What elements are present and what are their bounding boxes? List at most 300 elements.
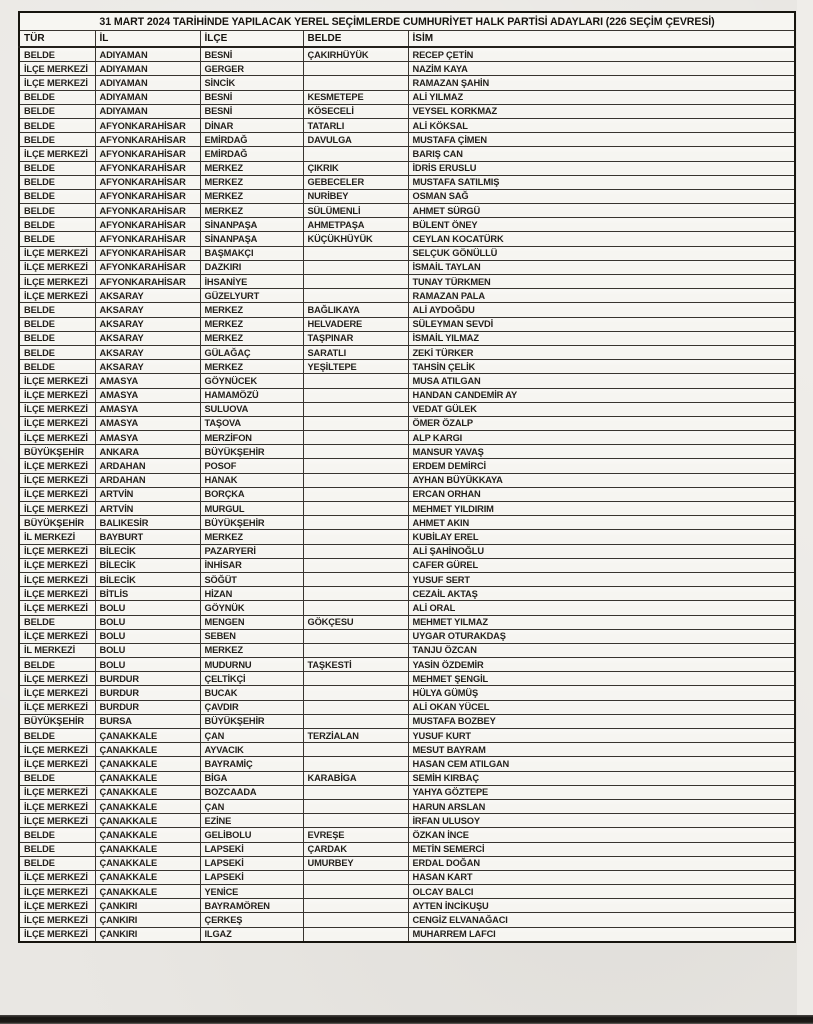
cell-ilce: GÖYNÜK	[200, 601, 303, 615]
cell-isim: ÖZKAN İNCE	[408, 828, 795, 842]
cell-il: AKSARAY	[95, 303, 200, 317]
cell-isim: AYHAN BÜYÜKKAYA	[408, 473, 795, 487]
cell-belde	[303, 870, 408, 884]
cell-il: BURDUR	[95, 672, 200, 686]
table-row	[19, 572, 795, 586]
table-row	[19, 473, 795, 487]
cell-ilce: HAMAMÖZÜ	[200, 388, 303, 402]
candidates-table	[18, 11, 796, 943]
table-row	[19, 544, 795, 558]
scan-bottom-band	[0, 1015, 813, 1024]
table-row	[19, 700, 795, 714]
cell-belde	[303, 927, 408, 942]
cell-tur: İLÇE MERKEZİ	[19, 757, 95, 771]
cell-ilce: ÇAN	[200, 729, 303, 743]
cell-belde	[303, 558, 408, 572]
cell-tur: BELDE	[19, 118, 95, 132]
cell-il: AFYONKARAHİSAR	[95, 175, 200, 189]
table-row	[19, 502, 795, 516]
cell-tur: İLÇE MERKEZİ	[19, 885, 95, 899]
table-row	[19, 175, 795, 189]
table-row	[19, 104, 795, 118]
cell-tur: BELDE	[19, 232, 95, 246]
cell-tur: İLÇE MERKEZİ	[19, 502, 95, 516]
table-row	[19, 629, 795, 643]
cell-tur: BELDE	[19, 658, 95, 672]
cell-tur: BELDE	[19, 47, 95, 62]
table-row	[19, 232, 795, 246]
cell-ilce: BUCAK	[200, 686, 303, 700]
cell-tur: İLÇE MERKEZİ	[19, 416, 95, 430]
table-row	[19, 870, 795, 884]
cell-tur: BELDE	[19, 161, 95, 175]
cell-il: ÇANAKKALE	[95, 757, 200, 771]
cell-belde	[303, 686, 408, 700]
cell-isim: ALİ ORAL	[408, 601, 795, 615]
cell-belde	[303, 643, 408, 657]
cell-isim: ÖMER ÖZALP	[408, 416, 795, 430]
table-row	[19, 388, 795, 402]
cell-tur: İLÇE MERKEZİ	[19, 814, 95, 828]
cell-il: ADIYAMAN	[95, 90, 200, 104]
cell-isim: İSMAİL YILMAZ	[408, 331, 795, 345]
cell-il: AFYONKARAHİSAR	[95, 232, 200, 246]
cell-tur: İLÇE MERKEZİ	[19, 62, 95, 76]
cell-il: ÇANAKKALE	[95, 828, 200, 842]
cell-tur: İLÇE MERKEZİ	[19, 686, 95, 700]
cell-tur: İLÇE MERKEZİ	[19, 558, 95, 572]
cell-belde: KÖSECELİ	[303, 104, 408, 118]
cell-il: ANKARA	[95, 445, 200, 459]
cell-ilce: YENİCE	[200, 885, 303, 899]
table-row	[19, 814, 795, 828]
cell-tur: BELDE	[19, 104, 95, 118]
cell-belde	[303, 629, 408, 643]
cell-ilce: HİZAN	[200, 587, 303, 601]
cell-isim: METİN SEMERCİ	[408, 842, 795, 856]
table-row	[19, 601, 795, 615]
cell-tur: BELDE	[19, 218, 95, 232]
cell-il: AFYONKARAHİSAR	[95, 260, 200, 274]
cell-belde: GEBECELER	[303, 175, 408, 189]
cell-belde	[303, 814, 408, 828]
cell-il: ARDAHAN	[95, 473, 200, 487]
cell-belde: TAŞKESTİ	[303, 658, 408, 672]
cell-ilce: EZİNE	[200, 814, 303, 828]
cell-ilce: EMİRDAĞ	[200, 147, 303, 161]
cell-tur: İLÇE MERKEZİ	[19, 76, 95, 90]
cell-ilce: BAYRAMÖREN	[200, 899, 303, 913]
cell-belde: KESMETEPE	[303, 90, 408, 104]
cell-isim: AHMET AKIN	[408, 516, 795, 530]
cell-tur: İLÇE MERKEZİ	[19, 629, 95, 643]
cell-isim: MEHMET YILDIRIM	[408, 502, 795, 516]
table-row	[19, 615, 795, 629]
table-row	[19, 76, 795, 90]
cell-tur: İLÇE MERKEZİ	[19, 572, 95, 586]
cell-tur: İLÇE MERKEZİ	[19, 473, 95, 487]
cell-isim: ALİ ŞAHİNOĞLU	[408, 544, 795, 558]
cell-isim: HASAN KART	[408, 870, 795, 884]
cell-isim: AYTEN İNCİKUŞU	[408, 899, 795, 913]
cell-belde	[303, 516, 408, 530]
cell-ilce: SİNANPAŞA	[200, 218, 303, 232]
cell-il: BOLU	[95, 601, 200, 615]
cell-isim: VEYSEL KORKMAZ	[408, 104, 795, 118]
cell-tur: İLÇE MERKEZİ	[19, 743, 95, 757]
cell-ilce: MERKEZ	[200, 530, 303, 544]
cell-ilce: ILGAZ	[200, 927, 303, 942]
page-title: 31 MART 2024 TARİHİNDE YAPILACAK YEREL SEÇİMLERDE CUMHURİYET HALK PARTİSİ ADAYLARI (226 SEÇİM ÇEVRESİ)	[19, 12, 795, 31]
cell-il: BAYBURT	[95, 530, 200, 544]
table-row	[19, 402, 795, 416]
cell-tur: İLÇE MERKEZİ	[19, 459, 95, 473]
cell-ilce: BİGA	[200, 771, 303, 785]
cell-isim: BÜLENT ÖNEY	[408, 218, 795, 232]
table-row	[19, 587, 795, 601]
cell-il: AFYONKARAHİSAR	[95, 147, 200, 161]
cell-tur: BELDE	[19, 90, 95, 104]
cell-ilce: BAŞMAKÇI	[200, 246, 303, 260]
cell-tur: BELDE	[19, 856, 95, 870]
cell-isim: YUSUF KURT	[408, 729, 795, 743]
cell-ilce: BESNİ	[200, 47, 303, 62]
cell-ilce: MERZİFON	[200, 431, 303, 445]
table-row	[19, 147, 795, 161]
cell-il: ADIYAMAN	[95, 76, 200, 90]
cell-isim: VEDAT GÜLEK	[408, 402, 795, 416]
cell-isim: İRFAN ULUSOY	[408, 814, 795, 828]
cell-isim: MESUT BAYRAM	[408, 743, 795, 757]
cell-isim: ALP KARGI	[408, 431, 795, 445]
cell-ilce: ÇELTİKÇİ	[200, 672, 303, 686]
table-row	[19, 431, 795, 445]
cell-tur: BELDE	[19, 771, 95, 785]
cell-il: ÇANAKKALE	[95, 814, 200, 828]
cell-tur: İLÇE MERKEZİ	[19, 544, 95, 558]
cell-isim: SÜLEYMAN SEVDİ	[408, 317, 795, 331]
cell-belde	[303, 445, 408, 459]
cell-ilce: MERKEZ	[200, 175, 303, 189]
cell-il: AFYONKARAHİSAR	[95, 246, 200, 260]
cell-tur: İLÇE MERKEZİ	[19, 402, 95, 416]
cell-belde: HELVADERE	[303, 317, 408, 331]
cell-il: AMASYA	[95, 431, 200, 445]
cell-belde: GÖKÇESU	[303, 615, 408, 629]
cell-il: BİTLİS	[95, 587, 200, 601]
cell-belde	[303, 260, 408, 274]
cell-isim: TANJU ÖZCAN	[408, 643, 795, 657]
cell-ilce: GÜZELYURT	[200, 289, 303, 303]
cell-belde	[303, 402, 408, 416]
cell-tur: İLÇE MERKEZİ	[19, 260, 95, 274]
table-row	[19, 303, 795, 317]
cell-ilce: İNHİSAR	[200, 558, 303, 572]
cell-ilce: MUDURNU	[200, 658, 303, 672]
table-row	[19, 62, 795, 76]
cell-ilce: MENGEN	[200, 615, 303, 629]
cell-belde	[303, 246, 408, 260]
cell-ilce: MERKEZ	[200, 643, 303, 657]
cell-isim: AHMET SÜRGÜ	[408, 204, 795, 218]
cell-il: AFYONKARAHİSAR	[95, 218, 200, 232]
cell-belde	[303, 601, 408, 615]
cell-ilce: LAPSEKİ	[200, 870, 303, 884]
cell-il: AFYONKARAHİSAR	[95, 133, 200, 147]
cell-ilce: POSOF	[200, 459, 303, 473]
cell-tur: İLÇE MERKEZİ	[19, 431, 95, 445]
cell-isim: OSMAN SAĞ	[408, 189, 795, 203]
cell-il: ÇANAKKALE	[95, 870, 200, 884]
cell-ilce: MERKEZ	[200, 303, 303, 317]
cell-isim: ZEKİ TÜRKER	[408, 345, 795, 359]
table-row	[19, 189, 795, 203]
cell-belde: AHMETPAŞA	[303, 218, 408, 232]
column-header-isim: İSİM	[408, 31, 795, 48]
cell-il: ÇANAKKALE	[95, 771, 200, 785]
cell-belde	[303, 289, 408, 303]
cell-belde: NURİBEY	[303, 189, 408, 203]
cell-belde	[303, 502, 408, 516]
cell-tur: İLÇE MERKEZİ	[19, 785, 95, 799]
cell-ilce: BESNİ	[200, 104, 303, 118]
cell-il: ÇANKIRI	[95, 927, 200, 942]
cell-tur: İLÇE MERKEZİ	[19, 147, 95, 161]
cell-il: ÇANAKKALE	[95, 885, 200, 899]
table-row	[19, 658, 795, 672]
table-row	[19, 487, 795, 501]
cell-isim: CENGİZ ELVANAĞACI	[408, 913, 795, 927]
cell-isim: BARIŞ CAN	[408, 147, 795, 161]
table-row	[19, 828, 795, 842]
cell-belde: TAŞPINAR	[303, 331, 408, 345]
cell-tur: İLÇE MERKEZİ	[19, 913, 95, 927]
cell-il: AFYONKARAHİSAR	[95, 275, 200, 289]
table-row	[19, 374, 795, 388]
table-row	[19, 757, 795, 771]
cell-tur: BELDE	[19, 317, 95, 331]
cell-il: ADIYAMAN	[95, 104, 200, 118]
table-row	[19, 927, 795, 942]
cell-tur: BÜYÜKŞEHİR	[19, 445, 95, 459]
cell-belde	[303, 416, 408, 430]
cell-isim: KUBİLAY EREL	[408, 530, 795, 544]
cell-il: ARTVİN	[95, 487, 200, 501]
cell-belde	[303, 785, 408, 799]
cell-belde	[303, 76, 408, 90]
cell-isim: SELÇUK GÖNÜLLÜ	[408, 246, 795, 260]
cell-belde: DAVULGA	[303, 133, 408, 147]
cell-ilce: MERKEZ	[200, 204, 303, 218]
cell-belde	[303, 572, 408, 586]
table-row	[19, 785, 795, 799]
cell-il: BURDUR	[95, 700, 200, 714]
cell-il: AFYONKARAHİSAR	[95, 118, 200, 132]
cell-isim: RECEP ÇETİN	[408, 47, 795, 62]
cell-isim: MUSTAFA BOZBEY	[408, 714, 795, 728]
cell-il: ARTVİN	[95, 502, 200, 516]
cell-tur: İLÇE MERKEZİ	[19, 388, 95, 402]
cell-ilce: ÇAN	[200, 799, 303, 813]
cell-il: ÇANKIRI	[95, 899, 200, 913]
cell-ilce: EMİRDAĞ	[200, 133, 303, 147]
cell-il: ADIYAMAN	[95, 47, 200, 62]
cell-il: AKSARAY	[95, 345, 200, 359]
table-row	[19, 275, 795, 289]
cell-ilce: HANAK	[200, 473, 303, 487]
cell-belde	[303, 587, 408, 601]
cell-belde	[303, 672, 408, 686]
cell-tur: İLÇE MERKEZİ	[19, 289, 95, 303]
table-row	[19, 799, 795, 813]
cell-tur: BELDE	[19, 828, 95, 842]
cell-tur: BELDE	[19, 729, 95, 743]
table-row	[19, 47, 795, 62]
cell-il: ÇANAKKALE	[95, 856, 200, 870]
cell-tur: BELDE	[19, 842, 95, 856]
cell-isim: YAHYA GÖZTEPE	[408, 785, 795, 799]
cell-tur: İLÇE MERKEZİ	[19, 246, 95, 260]
cell-isim: CAFER GÜREL	[408, 558, 795, 572]
cell-isim: NAZİM KAYA	[408, 62, 795, 76]
cell-belde	[303, 62, 408, 76]
cell-ilce: GELİBOLU	[200, 828, 303, 842]
cell-tur: İLÇE MERKEZİ	[19, 487, 95, 501]
cell-ilce: MERKEZ	[200, 161, 303, 175]
cell-tur: BELDE	[19, 303, 95, 317]
cell-il: BOLU	[95, 658, 200, 672]
cell-tur: İLÇE MERKEZİ	[19, 275, 95, 289]
cell-ilce: İHSANİYE	[200, 275, 303, 289]
cell-belde	[303, 714, 408, 728]
column-header-ilce: İLÇE	[200, 31, 303, 48]
cell-isim: YASİN ÖZDEMİR	[408, 658, 795, 672]
cell-ilce: MERKEZ	[200, 360, 303, 374]
cell-tur: BELDE	[19, 204, 95, 218]
cell-tur: İLÇE MERKEZİ	[19, 899, 95, 913]
cell-isim: YUSUF SERT	[408, 572, 795, 586]
cell-belde: YEŞİLTEPE	[303, 360, 408, 374]
cell-isim: ALİ KÖKSAL	[408, 118, 795, 132]
cell-tur: İL MERKEZİ	[19, 643, 95, 657]
cell-isim: MUHARREM LAFCI	[408, 927, 795, 942]
column-header-belde: BELDE	[303, 31, 408, 48]
cell-isim: ALİ OKAN YÜCEL	[408, 700, 795, 714]
cell-belde	[303, 700, 408, 714]
cell-tur: İLÇE MERKEZİ	[19, 799, 95, 813]
header-row	[19, 31, 795, 48]
table-row	[19, 445, 795, 459]
cell-ilce: PAZARYERİ	[200, 544, 303, 558]
cell-ilce: MURGUL	[200, 502, 303, 516]
cell-belde	[303, 799, 408, 813]
cell-ilce: DİNAR	[200, 118, 303, 132]
table-row	[19, 856, 795, 870]
cell-belde	[303, 885, 408, 899]
cell-tur: İLÇE MERKEZİ	[19, 672, 95, 686]
cell-belde	[303, 743, 408, 757]
table-row	[19, 459, 795, 473]
cell-ilce: BOZCAADA	[200, 785, 303, 799]
cell-tur: İL MERKEZİ	[19, 530, 95, 544]
cell-il: BURSA	[95, 714, 200, 728]
table-row	[19, 743, 795, 757]
cell-isim: CEYLAN KOCATÜRK	[408, 232, 795, 246]
cell-ilce: SEBEN	[200, 629, 303, 643]
cell-isim: MUSTAFA ÇİMEN	[408, 133, 795, 147]
cell-isim: UYGAR OTURAKDAŞ	[408, 629, 795, 643]
cell-ilce: GÜLAĞAÇ	[200, 345, 303, 359]
cell-ilce: SULUOVA	[200, 402, 303, 416]
cell-isim: ALİ AYDOĞDU	[408, 303, 795, 317]
cell-belde	[303, 757, 408, 771]
cell-il: ÇANAKKALE	[95, 799, 200, 813]
cell-belde: KÜÇÜKHÜYÜK	[303, 232, 408, 246]
cell-ilce: DAZKIRI	[200, 260, 303, 274]
cell-il: BALIKESİR	[95, 516, 200, 530]
table-row	[19, 643, 795, 657]
table-row	[19, 771, 795, 785]
cell-belde: SARATLI	[303, 345, 408, 359]
table-row	[19, 360, 795, 374]
cell-tur: İLÇE MERKEZİ	[19, 601, 95, 615]
cell-tur: BELDE	[19, 615, 95, 629]
cell-ilce: SİNANPAŞA	[200, 232, 303, 246]
cell-tur: BÜYÜKŞEHİR	[19, 516, 95, 530]
cell-isim: İDRİS ERUSLU	[408, 161, 795, 175]
cell-belde: ÇIKRIK	[303, 161, 408, 175]
cell-il: ÇANAKKALE	[95, 785, 200, 799]
table-row	[19, 913, 795, 927]
cell-ilce: GÖYNÜCEK	[200, 374, 303, 388]
cell-belde: BAĞLIKAYA	[303, 303, 408, 317]
cell-il: ARDAHAN	[95, 459, 200, 473]
table-row	[19, 260, 795, 274]
cell-belde: ÇARDAK	[303, 842, 408, 856]
cell-belde	[303, 388, 408, 402]
cell-isim: ERCAN ORHAN	[408, 487, 795, 501]
cell-il: BİLECİK	[95, 572, 200, 586]
cell-il: ADIYAMAN	[95, 62, 200, 76]
cell-isim: MUSA ATILGAN	[408, 374, 795, 388]
cell-ilce: LAPSEKİ	[200, 842, 303, 856]
cell-il: BİLECİK	[95, 558, 200, 572]
cell-il: ÇANAKKALE	[95, 842, 200, 856]
cell-il: AMASYA	[95, 416, 200, 430]
cell-il: AFYONKARAHİSAR	[95, 204, 200, 218]
cell-ilce: MERKEZ	[200, 331, 303, 345]
cell-il: AKSARAY	[95, 360, 200, 374]
cell-ilce: SÖĞÜT	[200, 572, 303, 586]
cell-belde	[303, 275, 408, 289]
cell-tur: İLÇE MERKEZİ	[19, 587, 95, 601]
cell-ilce: BAYRAMİÇ	[200, 757, 303, 771]
cell-ilce: ÇAVDIR	[200, 700, 303, 714]
cell-isim: MEHMET YILMAZ	[408, 615, 795, 629]
cell-tur: BELDE	[19, 133, 95, 147]
cell-tur: İLÇE MERKEZİ	[19, 700, 95, 714]
cell-il: BOLU	[95, 629, 200, 643]
table-row	[19, 161, 795, 175]
cell-ilce: BESNİ	[200, 90, 303, 104]
cell-isim: ALİ YILMAZ	[408, 90, 795, 104]
cell-il: AKSARAY	[95, 331, 200, 345]
cell-belde	[303, 473, 408, 487]
table-row	[19, 289, 795, 303]
table-row	[19, 558, 795, 572]
table-row	[19, 885, 795, 899]
table-row	[19, 90, 795, 104]
